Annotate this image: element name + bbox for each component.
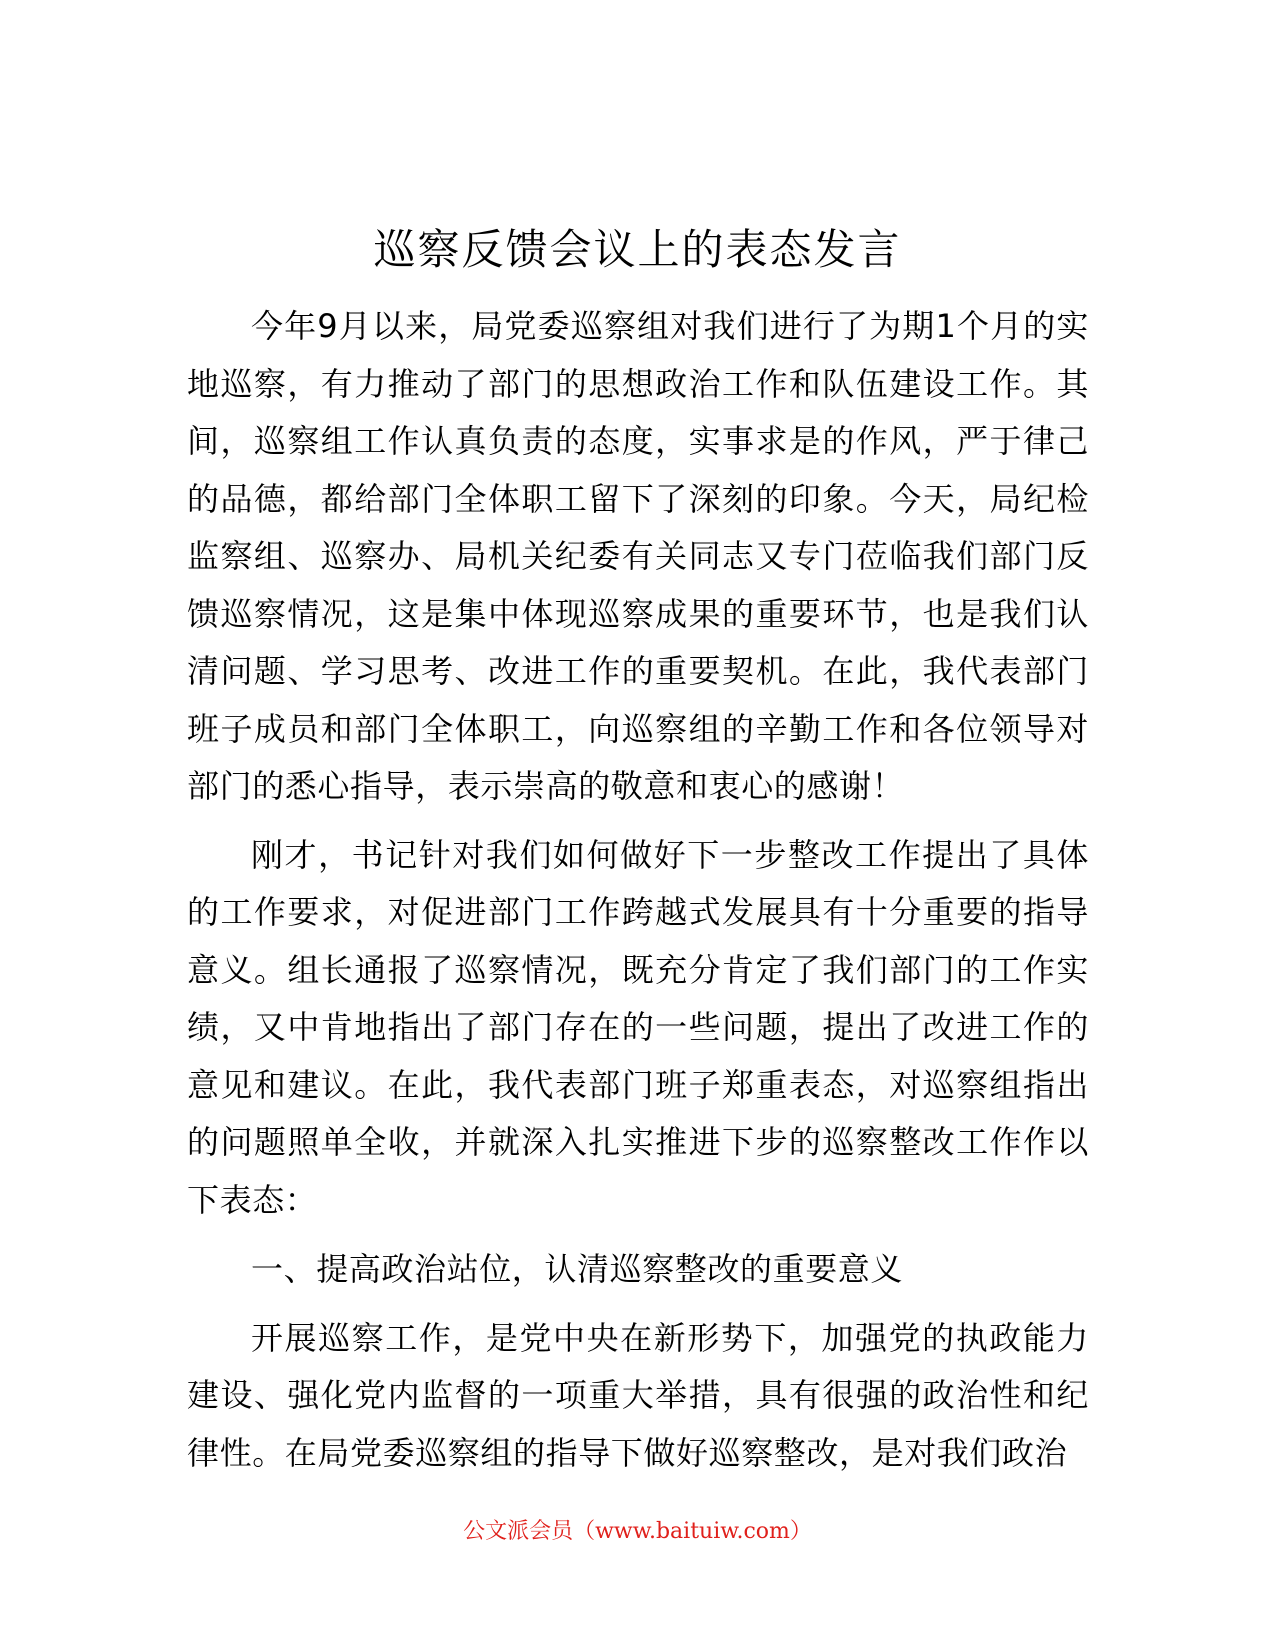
document-body	[187, 298, 1089, 1482]
paragraph-statement: 刚才，书记针对我们如何做好下一步整改工作提出了具体的工作要求，对促进部门工作跨越式发展具有十分重要的指导意义。组长通报了巡察情况，既充分肯定了我们部门的工作实绩，又中肯地指出了部门存在的一些问题，提出了改进工作的意见和建议。在此，我代表部门班子郑重表态，对巡察组指出的问题照单全收，并就深入扎实推进下步的巡察整改工作作以下表态：	[187, 835, 1089, 1219]
section-heading: 一、提高政治站位，认清巡察整改的重要意义	[251, 1250, 904, 1288]
footer-watermark: 公文派会员（www.baituiw.com）	[463, 1519, 812, 1544]
paragraph-section-one: 开展巡察工作，是党中央在新形势下，加强党的执政能力建设、强化党内监督的一项重大举措，具有很强的政治性和纪律性。在局党委巡察组的指导下做好巡察整改，是对我们政治	[187, 1318, 1089, 1472]
document-title: 巡察反馈会议上的表态发言	[373, 225, 902, 274]
paragraph-intro: 今年9月以来，局党委巡察组对我们进行了为期1个月的实地巡察，有力推动了部门的思想政治工作和队伍建设工作。其间，巡察组工作认真负责的态度，实事求是的作风，严于律己的品德，都给部门全体职工留下了深刻的印象。今天，局纪检监察组、巡察办、局机关纪委有关同志又专门莅临我们部门反馈巡察情况，这是集中体现巡察成果的重要环节，也是我们认清问题、学习思考、改进工作的重要契机。在此，我代表部门班子成员和部门全体职工，向巡察组的辛勤工作和各位领导对部门的悉心指导，表示崇高的敬意和衷心的感谢！	[187, 307, 1089, 805]
